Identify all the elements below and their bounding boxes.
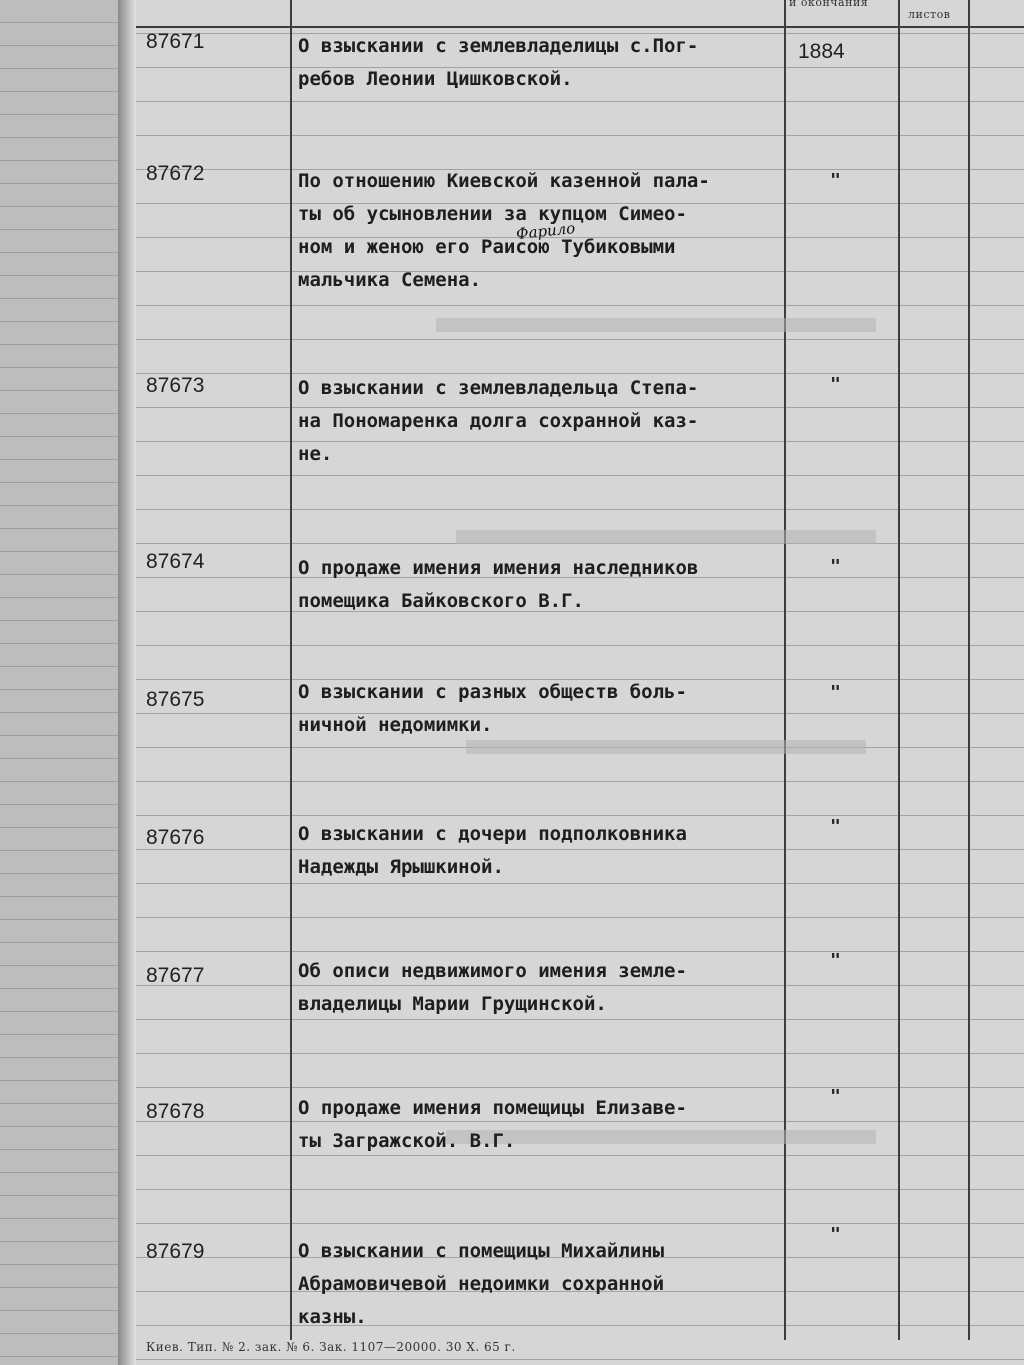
entry-number: 87676 (146, 826, 205, 849)
ditto-mark: " (830, 1086, 841, 1107)
entry-description: О взыскании с помещицы Михайлины Абрамовичевой недоимки сохранной казны. (298, 1240, 665, 1328)
entry-number: 87679 (146, 1240, 205, 1263)
bleed-through-text (456, 530, 876, 544)
entry-description: О продаже имения помещицы Елизаве- ты Загражской. В.Г. (298, 1097, 687, 1152)
entry-number: 87671 (146, 30, 205, 53)
ditto-mark: " (830, 816, 841, 837)
column-rule-notes (968, 0, 970, 1340)
ditto-mark: " (830, 374, 841, 395)
entry-description: О взыскании с землевладелицы с.Пог- ребов Леонии Цишковской. (298, 35, 699, 90)
entry-description: Об описи недвижимого имения земле- владелицы Марии Грущинской. (298, 960, 687, 1015)
header-end-date: и окончания (789, 0, 869, 9)
column-rule-sheets (898, 0, 900, 1340)
header-sheets: листов (908, 8, 951, 21)
ditto-mark: " (830, 950, 841, 971)
ditto-mark: " (830, 682, 841, 703)
entry-number: 87675 (146, 688, 205, 711)
entry-number: 87674 (146, 550, 205, 573)
ditto-mark: " (830, 170, 841, 191)
ditto-mark: " (830, 1224, 841, 1245)
ditto-mark: " (830, 556, 841, 577)
entry-number: 87678 (146, 1100, 205, 1123)
bleed-through-text (466, 740, 866, 754)
register-sheet (136, 0, 1024, 1365)
bleed-through-text (436, 318, 876, 332)
entry-description: О взыскании с дочери подполковника Надежды Ярышкиной. (298, 823, 687, 878)
header-rule (136, 26, 1024, 28)
page-binding-edge (0, 0, 133, 1365)
entry-number: 87677 (146, 964, 205, 987)
entry-description: О взыскании с землевладельца Степа- на Пономаренка долга сохранной каз- не. (298, 377, 699, 465)
handwritten-correction: Фарило (515, 218, 577, 244)
entry-number: 87672 (146, 162, 205, 185)
entry-description: По отношению Киевской казенной пала- ты об усыновлении за купцом Симео- ном и женою его Раисою Тубиковыми мальчика Семена. (298, 170, 710, 291)
column-rule-number (290, 0, 292, 1340)
entry-number: 87673 (146, 374, 205, 397)
printer-footer: Киев. Тип. № 2. зак. № 6. Зак. 1107—20000. 30 Х. 65 г. (146, 1340, 516, 1354)
entry-date: 1884 (798, 40, 845, 63)
entry-description: О взыскании с разных обществ боль- ничной недомимки. (298, 681, 687, 736)
binding-shadow (118, 0, 136, 1365)
entry-description: О продаже имения имения наследников помещика Байковского В.Г. (298, 557, 699, 612)
